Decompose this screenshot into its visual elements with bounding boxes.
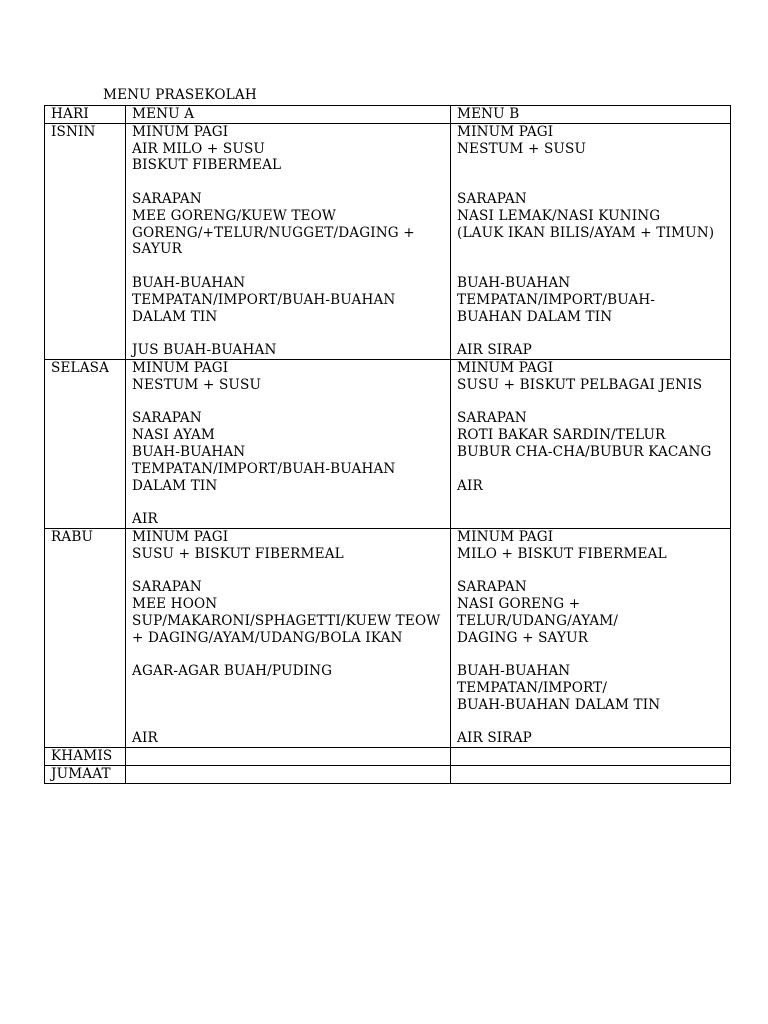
menu-line: SAYUR [132,241,182,258]
menu-line: MEE HOON [132,596,218,613]
menu-line: SARAPAN [457,190,527,207]
menu-line: MINUM PAGI [457,359,554,376]
menu-line: SUSU + BISKUT PELBAGAI JENIS [457,376,703,393]
header-menu-a: MENU A [126,106,451,124]
menu-line: SARAPAN [457,579,527,596]
menu-table [44,105,731,784]
menu-line: BUAH-BUAHAN [457,663,571,680]
menu-a-cell [126,766,451,784]
table-row [45,766,731,784]
blank-line [457,174,730,191]
menu-line: MINUM PAGI [457,528,554,545]
menu-b-cell [451,766,731,784]
menu-b-cell [451,748,731,766]
menu-line: MINUM PAGI [132,359,229,376]
menu-line: MINUM PAGI [132,123,229,140]
blank-line [457,258,730,275]
menu-line: NASI GORENG + [457,596,581,613]
page-title: MENU PRASEKOLAH [103,87,257,103]
menu-line: BUBUR CHA-CHA/BUBUR KACANG [457,443,712,460]
table-row [45,123,731,359]
menu-line: BUAHAN DALAM TIN [457,308,613,325]
menu-line: AIR SIRAP [457,730,532,747]
menu-line: NESTUM + SUSU [132,376,262,393]
menu-line: DAGING + SAYUR [457,629,589,646]
blank-line [457,714,730,731]
menu-line: AIR SIRAP [457,342,532,359]
blank-line [132,174,450,191]
menu-line: SARAPAN [132,190,202,207]
menu-a-cell [126,359,451,528]
blank-line [132,714,450,731]
menu-line: TEMPATAN/IMPORT/BUAH-BUAHAN [132,460,396,477]
blank-line [132,325,450,342]
header-day: HARI [45,106,126,124]
menu-line: JUS BUAH-BUAHAN [132,342,277,359]
menu-line: BUAH-BUAHAN [457,274,571,291]
menu-line: TEMPATAN/IMPORT/BUAH-BUAHAN [132,291,396,308]
menu-line: MILO + BISKUT FIBERMEAL [457,545,667,562]
table-row [45,359,731,528]
menu-table-body [45,123,731,783]
menu-line: NESTUM + SUSU [457,140,587,157]
day-cell: SELASA [45,359,126,528]
blank-line [132,647,450,664]
menu-line: MEE GORENG/KUEW TEOW [132,207,337,224]
day-cell: KHAMIS [45,748,126,766]
table-header-row [45,106,731,124]
blank-line [457,394,730,411]
menu-line: AIR [132,730,158,747]
menu-line: TELUR/UDANG/AYAM/ [457,612,619,629]
menu-line: AIR MILO + SUSU [132,140,266,157]
menu-line: AIR [457,477,483,494]
table-row [45,528,731,747]
menu-line: DALAM TIN [132,477,218,494]
blank-line [457,241,730,258]
blank-line [132,697,450,714]
blank-line [457,563,730,580]
menu-line: BUAH-BUAHAN DALAM TIN [457,696,661,713]
menu-line: BISKUT FIBERMEAL [132,157,282,174]
menu-line: TEMPATAN/IMPORT/ [457,680,608,697]
menu-b-cell [451,528,731,747]
menu-line: BUAH-BUAHAN [132,274,246,291]
blank-line [132,394,450,411]
menu-line: SARAPAN [132,579,202,596]
menu-line: (LAUK IKAN BILIS/AYAM + TIMUN) [457,224,715,241]
menu-a-cell [126,748,451,766]
blank-line [457,157,730,174]
blank-line [132,494,450,511]
table-row [45,748,731,766]
menu-line: NASI AYAM [132,427,215,444]
blank-line [457,647,730,664]
blank-line [457,325,730,342]
blank-line [132,563,450,580]
menu-a-cell [126,528,451,747]
menu-line: GORENG/+TELUR/NUGGET/DAGING + [132,224,415,241]
menu-b-cell [451,359,731,528]
menu-line: AGAR-AGAR BUAH/PUDING [132,663,333,680]
menu-line: SUP/MAKARONI/SPHAGETTI/KUEW TEOW [132,612,441,629]
menu-a-cell [126,123,451,359]
menu-line: + DAGING/AYAM/UDANG/BOLA IKAN [132,629,403,646]
menu-line: TEMPATAN/IMPORT/BUAH- [457,291,656,308]
menu-line: MINUM PAGI [132,528,229,545]
menu-line: MINUM PAGI [457,123,554,140]
menu-line: NASI LEMAK/NASI KUNING [457,207,661,224]
blank-line [132,680,450,697]
blank-line [132,258,450,275]
blank-line [457,461,730,478]
menu-line: SUSU + BISKUT FIBERMEAL [132,545,344,562]
day-cell: JUMAAT [45,766,126,784]
menu-line: SARAPAN [457,410,527,427]
menu-line: BUAH-BUAHAN [132,443,246,460]
header-menu-b: MENU B [451,106,731,124]
menu-b-cell [451,123,731,359]
day-cell: ISNIN [45,123,126,359]
day-cell: RABU [45,528,126,747]
menu-line: DALAM TIN [132,308,218,325]
blank-line [457,494,730,511]
menu-line: ROTI BAKAR SARDIN/TELUR [457,427,666,444]
menu-line: AIR [132,511,158,528]
blank-line [457,511,730,528]
menu-line: SARAPAN [132,410,202,427]
